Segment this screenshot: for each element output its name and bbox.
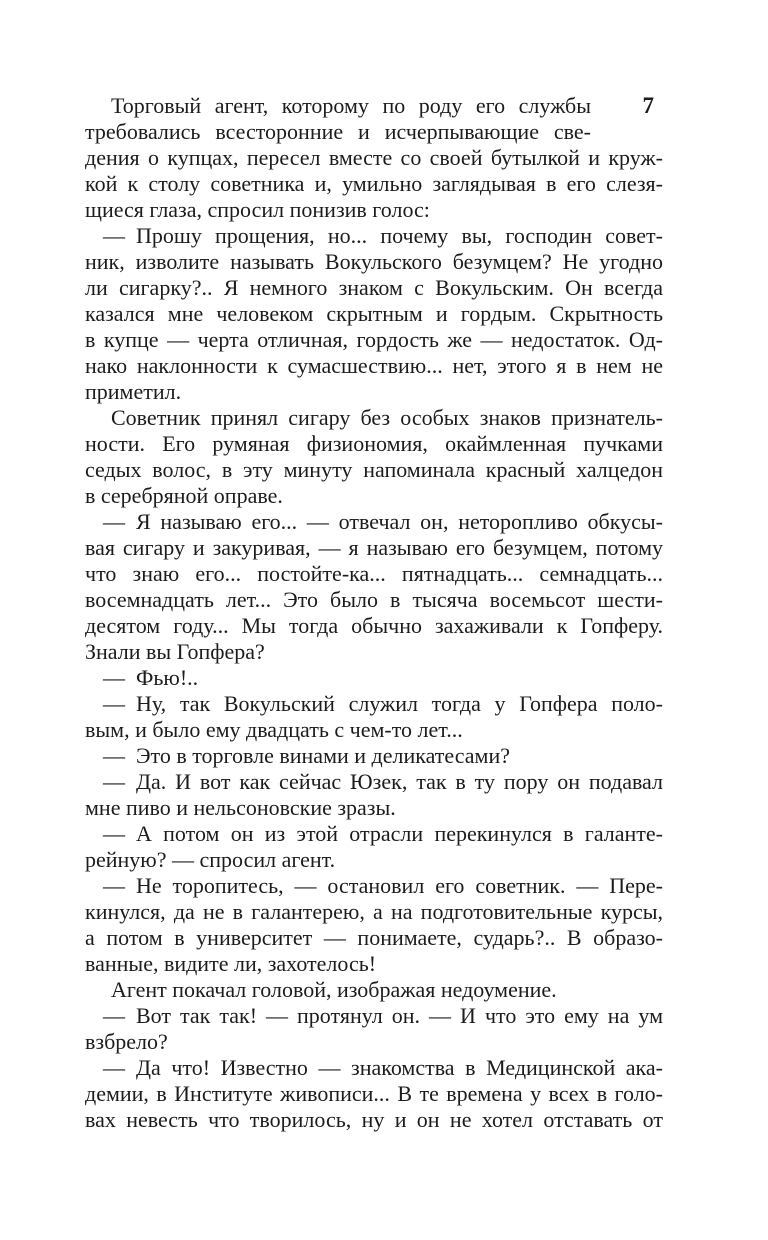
text-line: — Да. И вот как сейчас Юзек, так в ту пору он подавал: [103, 769, 663, 794]
paragraph: [85, 743, 663, 769]
text-line: мне пиво и нельсоновские зразы.: [85, 795, 396, 820]
text-line: взбрело?: [85, 1029, 168, 1054]
text-line: — Вот так так! — протянул он. — И что это ему на ум: [103, 1003, 663, 1028]
text-line: — А потом он из этой отрасли перекинулся в галанте-: [103, 821, 663, 846]
paragraph: [85, 821, 663, 873]
text-line: что знаю его... постойте-ка... пятнадцать... семнадцать...: [85, 561, 663, 586]
paragraph: [85, 873, 663, 977]
text-line: десятом году... Мы тогда обычно захаживали к Гопферу.: [85, 613, 663, 638]
text-line: — Фью!..: [103, 665, 199, 690]
text-line: рейную? — спросил агент.: [85, 847, 336, 872]
text-line: — Не торопитесь, — остановил его советник. — Пере-: [103, 873, 663, 898]
text-block: [85, 93, 663, 1133]
text-line: в купце — черта отличная, гордость же — недостаток. Од-: [85, 327, 663, 352]
paragraph: [85, 1003, 663, 1055]
text-line: приметил.: [85, 379, 182, 404]
text-line: а потом в университет — понимаете, сударь?.. В образо-: [85, 925, 663, 950]
text-line: вая сигару и закуривая, — я называю его безумцем, потому: [85, 535, 663, 560]
text-line: — Это в торговле винами и деликатесами?: [103, 743, 510, 768]
text-line: кинулся, да не в галантерею, а на подготовительные курсы,: [85, 899, 663, 924]
text-line: — Ну, так Вокульский служил тогда у Гопфера поло-: [103, 691, 663, 716]
text-line: Знали вы Гопфера?: [85, 639, 265, 664]
text-line: ник, изволите называть Вокульского безумцем? Не угодно: [85, 249, 663, 274]
paragraph: [85, 93, 663, 223]
text-line: — Я называю его... — отвечал он, неторопливо обкусы-: [103, 509, 663, 534]
text-line: щиеся глаза, спросил понизив голос:: [85, 197, 430, 222]
text-line: в серебряной оправе.: [85, 483, 283, 508]
paragraph: [85, 405, 663, 509]
text-line: — Прошу прощения, но... почему вы, господин совет-: [103, 223, 663, 248]
text-line: Торговый агент, которому по роду его службы: [111, 93, 591, 118]
paragraph: [85, 1055, 663, 1133]
text-line: седых волос, в эту минуту напоминала красный халцедон: [85, 457, 663, 482]
text-line: восемнадцать лет... Это было в тысяча восемьсот шести-: [85, 587, 663, 612]
text-line: ли сигарку?.. Я немного знаком с Вокульским. Он всегда: [85, 275, 663, 300]
text-line: вым, и было ему двадцать с чем-то лет...: [85, 717, 463, 742]
paragraph: [85, 691, 663, 743]
text-line: Советник принял сигару без особых знаков признатель-: [111, 405, 663, 430]
text-line: Агент покачал головой, изображая недоумение.: [111, 977, 557, 1002]
text-line: — Да что! Известно — знакомства в Медицинской ака-: [103, 1055, 663, 1080]
paragraph: [85, 509, 663, 665]
paragraph: [85, 223, 663, 405]
page-number: 7: [642, 93, 654, 118]
text-line: демии, в Институте живописи... В те времена у всех в голо-: [85, 1081, 663, 1106]
text-line: казался мне человеком скрытным и гордым. Скрытность: [85, 301, 663, 326]
text-line: ности. Его румяная физиономия, окаймленная пучками: [85, 431, 663, 456]
text-line: вах невесть что творилось, ну и он не хотел отставать от: [85, 1107, 663, 1132]
text-line: требовались всесторонние и исчерпывающие све-: [85, 119, 591, 144]
text-line: кой к столу советника и, умильно заглядывая в его слезя-: [85, 171, 663, 196]
paragraph: [85, 977, 663, 1003]
paragraph: [85, 665, 663, 691]
text-line: дения о купцах, пересел вместе со своей бутылкой и круж-: [85, 145, 663, 170]
text-line: ванные, видите ли, захотелось!: [85, 951, 377, 976]
paragraph: [85, 769, 663, 821]
text-line: нако наклонности к сумасшествию... нет, этого я в нем не: [85, 353, 663, 378]
